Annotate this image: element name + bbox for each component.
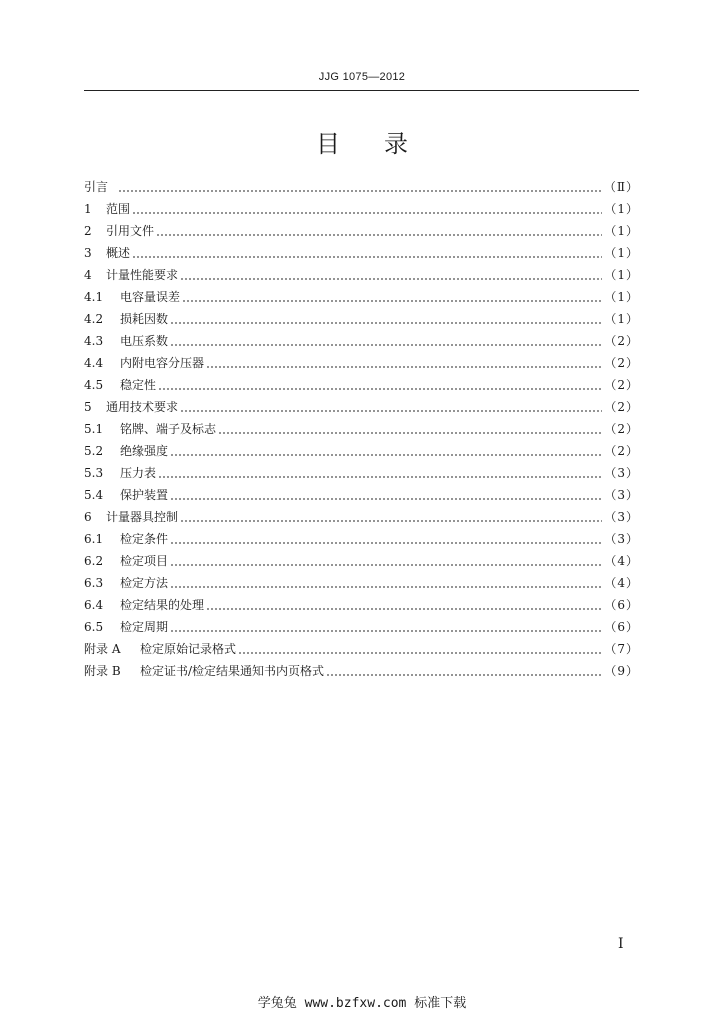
toc-entry-label: 检定周期 — [120, 620, 169, 634]
toc-entry[interactable] — [84, 440, 639, 462]
toc-entry[interactable] — [84, 220, 639, 242]
toc-entry-label: 电容量误差 — [120, 290, 181, 304]
toc-entry-page: （2） — [604, 444, 639, 458]
toc-entry[interactable] — [84, 176, 639, 198]
toc-entry-page: （3） — [604, 488, 639, 502]
toc-dot-leader — [118, 183, 602, 193]
footer-watermark: 学兔兔 www.bzfxw.com 标准下载 — [257, 996, 467, 1011]
toc-entry-label: 通用技术要求 — [106, 400, 179, 414]
toc-entry-number: 6.1 — [84, 532, 104, 546]
toc-entry[interactable] — [84, 462, 639, 484]
toc-entry-page: （1） — [604, 268, 639, 282]
toc-entry-page: （1） — [604, 290, 639, 304]
toc-entry-number: 5 — [84, 400, 92, 414]
toc-entry[interactable] — [84, 528, 639, 550]
toc-dot-leader — [170, 491, 602, 501]
toc-entry-number: 附录 B — [84, 664, 121, 678]
toc-entry-number: 5.1 — [84, 422, 104, 436]
toc-entry-page: （4） — [604, 554, 639, 568]
toc-entry-number: 6.2 — [84, 554, 104, 568]
toc-entry-number: 5.4 — [84, 488, 104, 502]
toc-dot-leader — [170, 447, 602, 457]
toc-entry-number: 4.4 — [84, 356, 104, 370]
standard-code: JJG 1075—2012 — [318, 71, 406, 83]
toc-entry-page: （1） — [604, 312, 639, 326]
toc-entry-number: 5.3 — [84, 466, 104, 480]
toc-entry-page: （3） — [604, 466, 639, 480]
toc-dot-leader — [180, 403, 602, 413]
page-number: I — [618, 936, 624, 952]
toc-entry-label: 压力表 — [120, 466, 157, 480]
toc-entry[interactable] — [84, 374, 639, 396]
table-of-contents — [84, 176, 639, 682]
toc-entry-page: （7） — [604, 642, 639, 656]
header-rule — [84, 90, 639, 91]
toc-entry-label: 检定证书/检定结果通知书内页格式 — [140, 664, 325, 678]
toc-dot-leader — [206, 359, 602, 369]
toc-entry[interactable] — [84, 572, 639, 594]
toc-entry[interactable] — [84, 506, 639, 528]
toc-dot-leader — [158, 381, 602, 391]
toc-entry-page: （1） — [604, 224, 639, 238]
toc-entry-page: （2） — [604, 378, 639, 392]
toc-entry-number: 4.1 — [84, 290, 104, 304]
toc-entry-label: 计量性能要求 — [106, 268, 179, 282]
toc-entry[interactable] — [84, 638, 639, 660]
toc-entry-label: 计量器具控制 — [106, 510, 179, 524]
toc-entry-label: 引用文件 — [106, 224, 155, 238]
toc-entry-page: （3） — [604, 532, 639, 546]
toc-entry-number: 6.4 — [84, 598, 104, 612]
toc-dot-leader — [170, 579, 602, 589]
toc-entry[interactable] — [84, 330, 639, 352]
toc-entry[interactable] — [84, 264, 639, 286]
toc-dot-leader — [170, 557, 602, 567]
toc-entry-label: 内附电容分压器 — [120, 356, 205, 370]
toc-entry-label: 概述 — [106, 246, 131, 260]
toc-entry-page: （2） — [604, 422, 639, 436]
toc-entry-label: 稳定性 — [120, 378, 157, 392]
toc-dot-leader — [132, 249, 602, 259]
toc-entry-number: 4.3 — [84, 334, 104, 348]
toc-entry-number: 4 — [84, 268, 92, 282]
toc-entry-label: 检定方法 — [120, 576, 169, 590]
toc-entry-number: 5.2 — [84, 444, 104, 458]
toc-entry-label: 保护装置 — [120, 488, 169, 502]
toc-entry-page: （9） — [604, 664, 639, 678]
page-title: 目录 — [316, 130, 452, 158]
toc-entry[interactable] — [84, 286, 639, 308]
toc-entry[interactable] — [84, 396, 639, 418]
toc-entry-number: 4.2 — [84, 312, 104, 326]
toc-entry-number: 6.3 — [84, 576, 104, 590]
toc-entry-label: 损耗因数 — [120, 312, 169, 326]
toc-dot-leader — [180, 513, 602, 523]
toc-entry-label: 引言 — [84, 180, 109, 194]
toc-entry-page: （6） — [604, 598, 639, 612]
toc-entry-label: 检定结果的处理 — [120, 598, 205, 612]
toc-entry-label: 绝缘强度 — [120, 444, 169, 458]
toc-entry[interactable] — [84, 242, 639, 264]
toc-dot-leader — [132, 205, 602, 215]
toc-dot-leader — [206, 601, 602, 611]
toc-dot-leader — [156, 227, 602, 237]
toc-entry-number: 6 — [84, 510, 92, 524]
toc-entry-number: 1 — [84, 202, 92, 216]
toc-dot-leader — [170, 315, 602, 325]
toc-dot-leader — [158, 469, 602, 479]
toc-entry[interactable] — [84, 484, 639, 506]
toc-dot-leader — [218, 425, 602, 435]
toc-entry-page: （6） — [604, 620, 639, 634]
toc-entry-page: （Ⅱ） — [603, 180, 639, 194]
toc-entry-number: 附录 A — [84, 642, 121, 656]
toc-entry-label: 铭牌、端子及标志 — [120, 422, 217, 436]
toc-dot-leader — [170, 337, 602, 347]
toc-dot-leader — [182, 293, 602, 303]
toc-entry-page: （2） — [604, 400, 639, 414]
toc-entry[interactable] — [84, 616, 639, 638]
toc-entry-label: 检定项目 — [120, 554, 169, 568]
toc-dot-leader — [180, 271, 602, 281]
toc-entry-page: （4） — [604, 576, 639, 590]
toc-entry-number: 2 — [84, 224, 92, 238]
toc-entry[interactable] — [84, 198, 639, 220]
toc-entry-page: （3） — [604, 510, 639, 524]
toc-entry-number: 4.5 — [84, 378, 104, 392]
toc-entry-page: （2） — [604, 356, 639, 370]
toc-dot-leader — [238, 645, 602, 655]
toc-dot-leader — [170, 623, 602, 633]
toc-dot-leader — [170, 535, 602, 545]
toc-entry-label: 检定原始记录格式 — [140, 642, 237, 656]
toc-entry[interactable] — [84, 308, 639, 330]
toc-dot-leader — [326, 667, 602, 677]
toc-entry-page: （1） — [604, 202, 639, 216]
toc-entry[interactable] — [84, 352, 639, 374]
toc-entry[interactable] — [84, 660, 639, 682]
toc-entry[interactable] — [84, 418, 639, 440]
toc-entry-number: 6.5 — [84, 620, 104, 634]
toc-entry-label: 范围 — [106, 202, 131, 216]
toc-entry-label: 检定条件 — [120, 532, 169, 546]
toc-entry-page: （1） — [604, 246, 639, 260]
toc-entry[interactable] — [84, 550, 639, 572]
toc-entry-number: 3 — [84, 246, 92, 260]
toc-entry[interactable] — [84, 594, 639, 616]
toc-entry-page: （2） — [604, 334, 639, 348]
toc-entry-label: 电压系数 — [120, 334, 169, 348]
